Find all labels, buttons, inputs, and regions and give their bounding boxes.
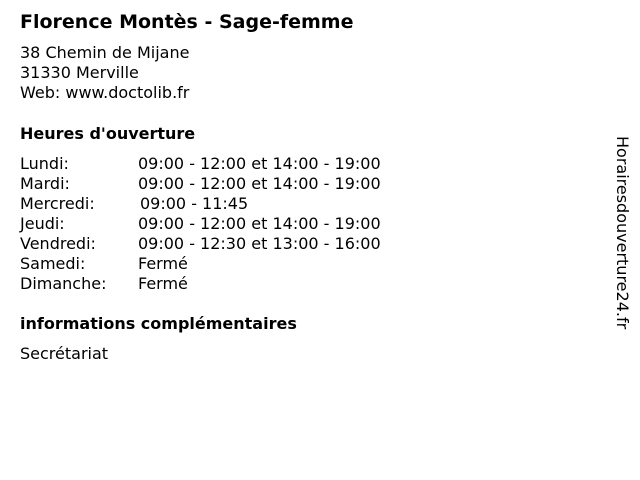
hours-time: 09:00 - 11:45 — [140, 194, 249, 213]
hours-day: Vendredi: — [20, 234, 96, 253]
page-title: Florence Montès - Sage-femme — [20, 11, 354, 33]
hours-time: Fermé — [138, 254, 188, 273]
hours-row-friday — [20, 234, 440, 254]
address-city: 31330 Merville — [20, 63, 139, 82]
hours-day: Mardi: — [20, 174, 70, 193]
hours-day: Mercredi: — [20, 194, 95, 213]
hours-day: Lundi: — [20, 154, 69, 173]
address-street: 38 Chemin de Mijane — [20, 43, 190, 62]
hours-time: Fermé — [138, 274, 188, 293]
hours-row-monday — [20, 154, 440, 174]
address-web: Web: www.doctolib.fr — [20, 83, 190, 102]
address-block — [20, 43, 189, 103]
info-heading: informations complémentaires — [20, 314, 297, 333]
hours-table — [20, 154, 440, 294]
hours-time: 09:00 - 12:00 et 14:00 - 19:00 — [138, 214, 381, 233]
side-watermark — [612, 136, 632, 346]
hours-row-thursday — [20, 214, 440, 234]
hours-time: 09:00 - 12:00 et 14:00 - 19:00 — [138, 154, 381, 173]
hours-heading: Heures d'ouverture — [20, 124, 196, 143]
hours-row-sunday — [20, 274, 440, 294]
hours-time: 09:00 - 12:30 et 13:00 - 16:00 — [138, 234, 381, 253]
side-watermark-text: Horairesdouverture24.fr — [613, 136, 632, 330]
hours-day: Jeudi: — [20, 214, 65, 233]
hours-day: Dimanche: — [20, 274, 107, 293]
hours-row-tuesday — [20, 174, 440, 194]
info-text: Secrétariat — [20, 344, 109, 363]
hours-row-wednesday — [20, 194, 440, 214]
hours-time: 09:00 - 12:00 et 14:00 - 19:00 — [138, 174, 381, 193]
hours-day: Samedi: — [20, 254, 86, 273]
hours-row-saturday — [20, 254, 440, 274]
